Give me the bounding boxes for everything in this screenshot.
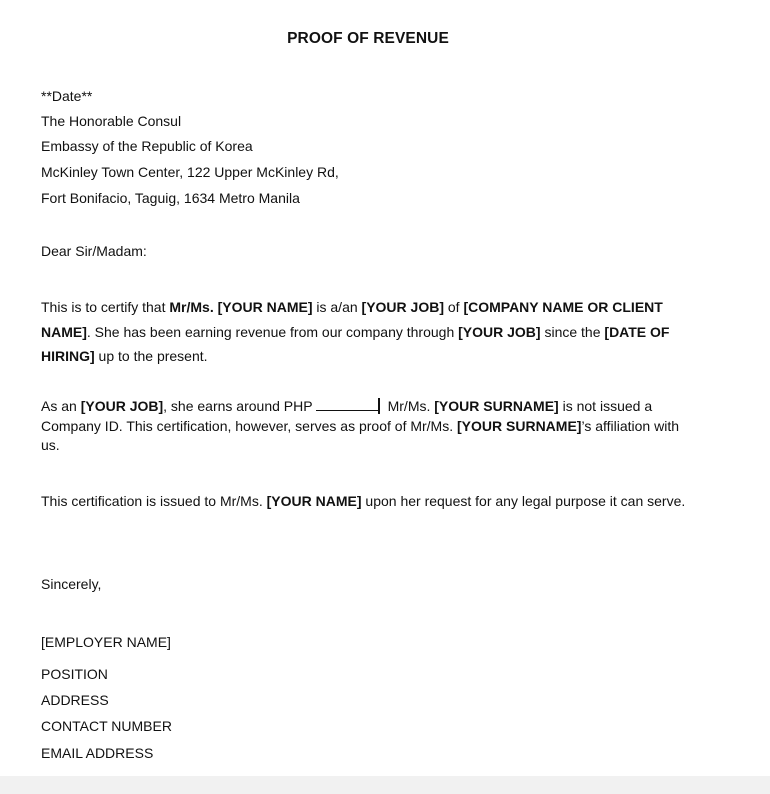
p1-text-4: . She has been earning revenue from our company through	[86, 323, 459, 340]
p1-name: Mr/Ms. [YOUR NAME]	[169, 299, 313, 315]
signature-employer-name: [EMPLOYER NAME]	[41, 634, 171, 650]
address-line-3: McKinley Town Center, 122 Upper McKinley Rd,	[41, 164, 339, 180]
p3-name: [YOUR NAME]	[266, 493, 362, 509]
address-line-4: Fort Bonifacio, Taguig, 1634 Metro Manila	[41, 190, 300, 206]
signature-address: ADDRESS	[41, 692, 109, 708]
p1-text-2: is a/an	[312, 299, 362, 315]
document-title: PROOF OF REVENUE	[287, 30, 449, 47]
signature-email-address: EMAIL ADDRESS	[41, 745, 154, 761]
p2-text-3: Mr/Ms.	[383, 398, 435, 414]
p2-job: [YOUR JOB]	[80, 398, 164, 414]
p1-date-of-hiring: [DATE OF HIRING]	[41, 323, 670, 364]
p1-job: [YOUR JOB]	[361, 299, 444, 315]
p1-job-2: [YOUR JOB]	[458, 323, 541, 340]
p2-text-2: , she earns around PHP	[163, 398, 317, 414]
text-cursor	[378, 398, 380, 414]
signature-contact-number: CONTACT NUMBER	[41, 718, 172, 734]
page-bottom-edge	[0, 776, 770, 794]
p3-text-1: This certification is issued to Mr/Ms.	[41, 493, 267, 509]
paragraph-issuance	[41, 489, 691, 514]
p1-text-5: since the	[540, 323, 605, 340]
signature-position: POSITION	[41, 666, 108, 682]
amount-blank[interactable]	[316, 399, 378, 411]
closing: Sincerely,	[41, 576, 102, 592]
salutation: Dear Sir/Madam:	[41, 243, 147, 259]
p1-text-3: of	[443, 299, 464, 315]
paragraph-certify	[41, 295, 691, 369]
p1-text-1: This is to certify that	[41, 299, 170, 315]
p2-text-1: As an	[41, 398, 81, 414]
p1-text-6: up to the present.	[94, 348, 208, 364]
p3-text-2: upon her request for any legal purpose it can serve.	[361, 493, 686, 509]
address-line-2: Embassy of the Republic of Korea	[41, 138, 253, 154]
date-placeholder: **Date**	[41, 88, 93, 104]
p2-surname-2: [YOUR SURNAME]	[457, 417, 582, 434]
p2-text-5: ’s affiliation with us.	[41, 417, 680, 453]
paragraph-earnings	[41, 397, 691, 456]
p2-text-4: is not issued a Company ID. This certification, however, serves as proof of Mr/Ms.	[41, 398, 653, 434]
address-line-1: The Honorable Consul	[41, 113, 182, 129]
p1-company: [COMPANY NAME OR CLIENT NAME]	[41, 299, 663, 340]
p2-surname: [YOUR SURNAME]	[434, 398, 559, 414]
